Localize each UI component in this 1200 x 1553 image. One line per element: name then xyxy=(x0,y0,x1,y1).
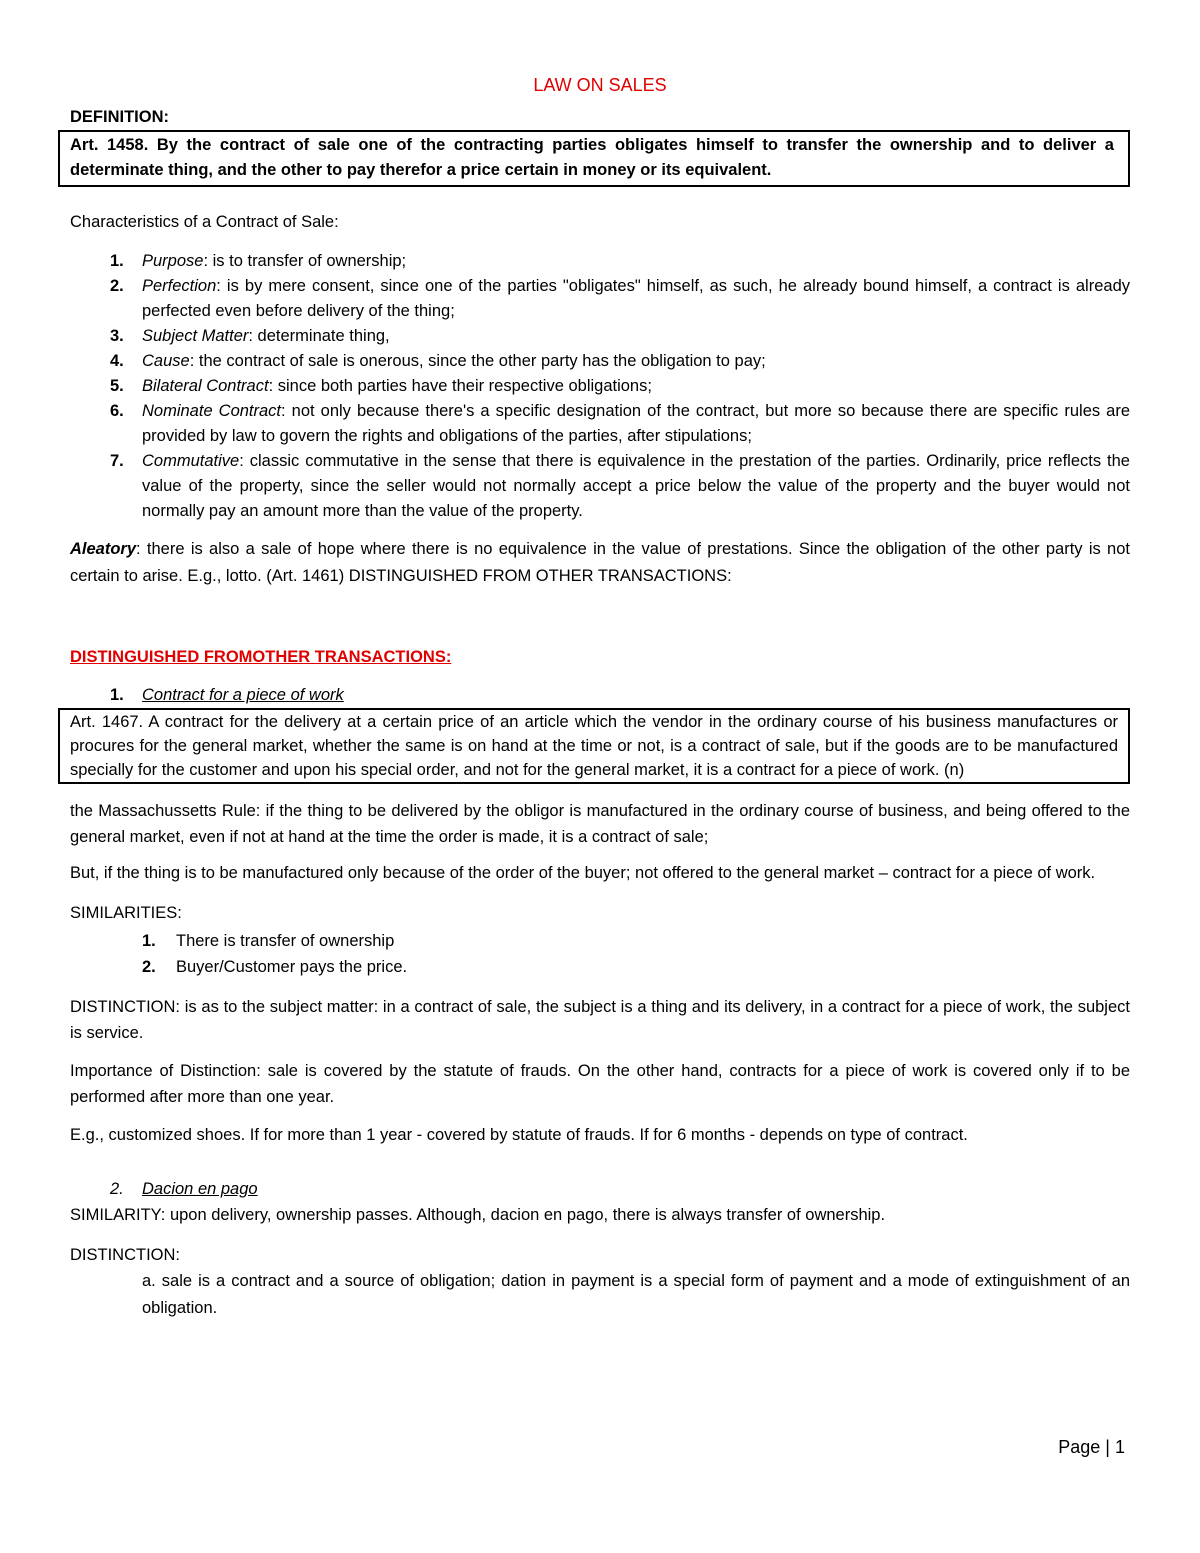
list-item: 2. Perfection: is by mere consent, since one of the parties "obligates" himself, as such, he already bound himself, a contract is already perfected even before delivery of the thing; xyxy=(110,277,1130,320)
example-paragraph: E.g., customized shoes. If for more than 1 year - covered by statute of frauds. If for 6 months - depends on type of contract. xyxy=(70,1126,968,1144)
art-1467-box xyxy=(58,708,1130,784)
subsection-dacion-en-pago: 2. Dacion en pago xyxy=(110,1180,258,1198)
subsection-title: Contract for a piece of work xyxy=(142,686,344,704)
page-number: Page | 1 xyxy=(1058,1437,1125,1457)
art-1467-text: Art. 1467. A contract for the delivery at a certain price of an article which the vendor in the ordinary course of his business manufactures or procures for the general market, whether the same is on hand at the time or not, is a contract of sale, but if the goods are to be manufactured specially for the customer and upon his special order, and not for the general market, it is a contract for a piece of work. (n) xyxy=(70,713,1118,779)
characteristics-heading: Characteristics of a Contract of Sale: xyxy=(70,213,339,231)
list-item: 3. Subject Matter: determinate thing, xyxy=(110,327,390,345)
subsection-contract-piece-of-work: 1. Contract for a piece of work xyxy=(110,686,344,704)
similarity2-paragraph: SIMILARITY: upon delivery, ownership passes. Although, dacion en pago, there is always transfer of ownership. xyxy=(70,1206,886,1224)
list-item: 7. Commutative: classic commutative in the sense that there is equivalence in the prestation of the parties. Ordinarily, price reflects the value of the property, since the seller would not normally accept a price below the value of the property and the buyer would not normally pay an amount more than the value of the property. xyxy=(110,452,1130,520)
similarity2-label: SIMILARITY: xyxy=(70,1206,166,1224)
list-item: 1. There is transfer of ownership xyxy=(142,932,395,950)
characteristics-list xyxy=(70,249,1130,524)
but-if-paragraph: But, if the thing is to be manufactured only because of the order of the buyer; not offered to the general market – contract for a piece of work. xyxy=(70,864,1096,882)
distinction2-item-a: a. sale is a contract and a source of obligation; dation in payment is a special form of payment and a mode of extinguishment of an obligation. xyxy=(142,1272,1130,1317)
list-item: 2. Buyer/Customer pays the price. xyxy=(142,958,408,976)
list-item: 4. Cause: the contract of sale is onerous, since the other party has the obligation to pay; xyxy=(110,352,766,370)
similarities-label: SIMILARITIES: xyxy=(70,904,182,922)
aleatory-paragraph xyxy=(70,536,1130,590)
distinction-label: DISTINCTION: xyxy=(70,998,180,1016)
importance-label: Importance of Distinction: xyxy=(70,1062,261,1080)
massachusetts-paragraph: the Massachussetts Rule: if the thing to be delivered by the obligor is manufactured in the ordinary course of business, and being offered to the general market, even if not at hand at the time the order is made, it is a contract of sale; xyxy=(70,802,1130,846)
definition-label: DEFINITION: xyxy=(70,108,169,126)
subsection-title: Dacion en pago xyxy=(142,1180,258,1198)
similarities-list xyxy=(70,928,1130,980)
importance-paragraph: Importance of Distinction: sale is covered by the statute of frauds. On the other hand, contracts for a piece of work is covered only if to be performed after more than one year. xyxy=(70,1062,1130,1106)
distinction2-label: DISTINCTION: xyxy=(70,1246,180,1264)
definition-box xyxy=(58,130,1130,187)
distinction-paragraph: DISTINCTION: is as to the subject matter: in a contract of sale, the subject is a thing and its delivery, in a contract for a piece of work, the subject is service. xyxy=(70,998,1130,1042)
aleatory-text: : there is also a sale of hope where there is no equivalence in the value of prestations. Since the obligation of the other party is not certain to arise. E.g., lotto. (Art. 1461) DISTINGUISHED FROM OTHER TRANSACTIONS: xyxy=(70,540,1130,585)
distinguished-heading: DISTINGUISHED FROMOTHER TRANSACTIONS: xyxy=(70,648,452,666)
definition-text: Art. 1458. By the contract of sale one of the contracting parties obligates himself to transfer the ownership and to deliver a determinate thing, and the other to pay therefor a price certain in money or its equivalent. xyxy=(70,136,1114,179)
aleatory-term: Aleatory xyxy=(70,540,137,558)
list-item: 6. Nominate Contract: not only because there's a specific designation of the contract, but more so because there are specific rules are provided by law to govern the rights and obligations of the parties, after stipulations; xyxy=(110,402,1131,445)
document-title: LAW ON SALES xyxy=(533,75,667,95)
list-item: 1. Purpose: is to transfer of ownership; xyxy=(110,252,407,270)
document-page xyxy=(70,70,1130,1322)
list-item: 5. Bilateral Contract: since both parties have their respective obligations; xyxy=(110,377,652,395)
